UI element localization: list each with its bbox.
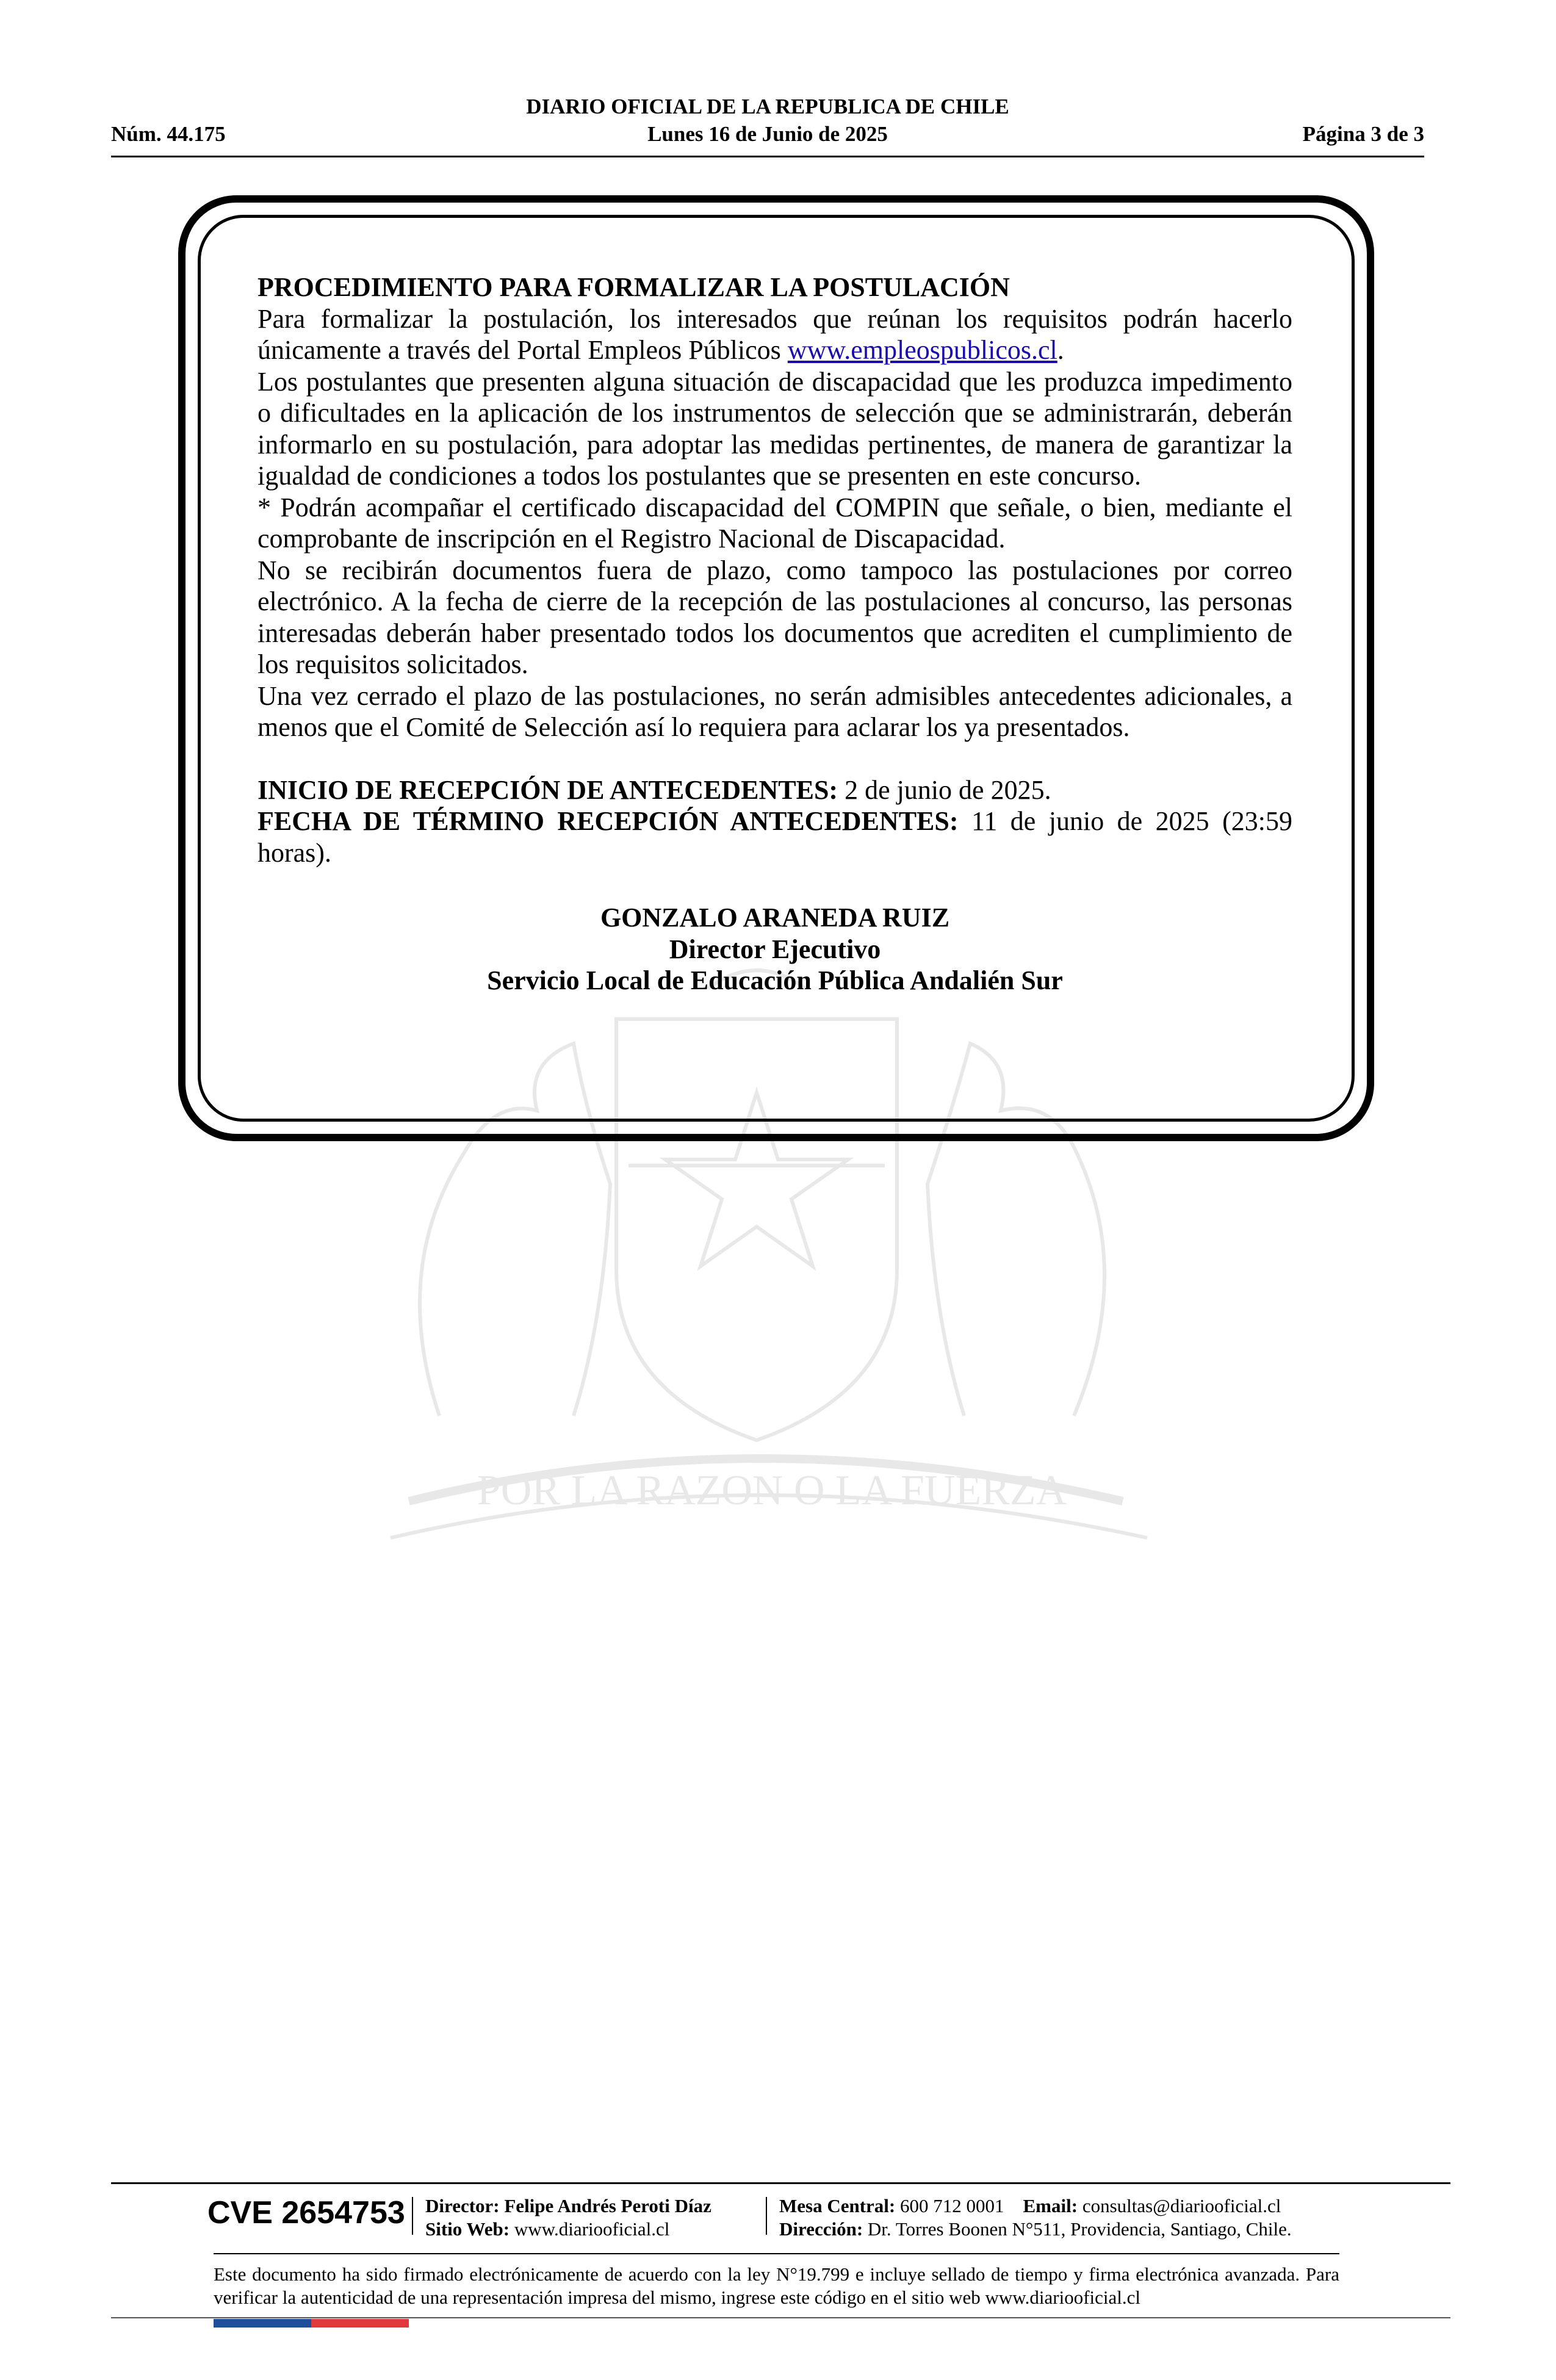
section-heading: PROCEDIMIENTO PARA FORMALIZAR LA POSTULACIÓN — [258, 272, 1010, 302]
gazette-title: DIARIO OFICIAL DE LA REPUBLICA DE CHILE — [526, 95, 1009, 118]
phone-value: 600 712 0001 — [900, 2195, 1004, 2216]
website-value[interactable]: www.diariooficial.cl — [514, 2218, 670, 2240]
empleos-publicos-link[interactable]: www.empleospublicos.cl — [787, 335, 1057, 365]
signature-block — [258, 902, 1292, 997]
page-header — [111, 95, 1424, 156]
flag-stripe-red — [311, 2319, 409, 2328]
footer-separator — [766, 2197, 767, 2235]
email-value[interactable]: consultas@diariooficial.cl — [1082, 2195, 1281, 2216]
watermark-motto: POR LA RAZON O LA FUERZA — [477, 1467, 1067, 1514]
footer-bottom-divider — [111, 2317, 1450, 2318]
paragraph-application — [258, 303, 1292, 366]
phone-label: Mesa Central: — [779, 2195, 896, 2216]
start-date-label: INICIO DE RECEPCIÓN DE ANTECEDENTES: — [258, 774, 838, 805]
footer-contact — [779, 2194, 1281, 2218]
legal-notice: Este documento ha sido firmado electrónicamente de acuerdo con la ley N°19.799 e incluye sellado de tiempo y firma electrónica avanzada. Para verificar la autenticidad de una representación impresa del mismo, ingrese este código en el sitio web www.diariooficial.cl — [214, 2263, 1339, 2308]
address-value: Dr. Torres Boonen N°511, Providencia, Santiago, Chile. — [867, 2218, 1292, 2240]
footer-director — [425, 2194, 711, 2218]
paragraph-application-end: . — [1057, 335, 1064, 365]
paragraph-compin: * Podrán acompañar el certificado discapacidad del COMPIN que señale, o bien, mediante el comprobante de inscripción en el Registro Nacional de Discapacidad. — [258, 492, 1292, 554]
cve-code: CVE 2654753 — [207, 2195, 405, 2230]
footer-address — [779, 2218, 1292, 2241]
spacer — [258, 743, 1292, 774]
end-date-value: 11 de junio de 2025 (23:59 horas). — [258, 806, 1292, 868]
email-label: Email: — [1023, 2195, 1078, 2216]
paragraph-disability: Los postulantes que presenten alguna situación de discapacidad que les produzca impedimento o dificultades en la aplicación de los instrumentos de selección que se administrarán, deberán informarlo en su postulación, para adoptar las medidas pertinentes, de manera de garantizar la igualdad de condiciones a todos los postulantes que se presenten en este concurso. — [258, 366, 1292, 491]
issue-date: Lunes 16 de Junio de 2025 — [647, 122, 888, 146]
paragraph-closing: Una vez cerrado el plazo de las postulaciones, no serán admisibles antecedentes adicionales, a menos que el Comité de Selección así lo requiera para aclarar los ya presentados. — [258, 680, 1292, 742]
flag-stripe-blue — [214, 2319, 311, 2328]
page-number: Página 3 de 3 — [1302, 122, 1424, 146]
director-label: Director: — [425, 2195, 500, 2216]
footer-divider — [111, 2182, 1450, 2184]
director-value: Felipe Andrés Peroti Díaz — [504, 2195, 711, 2216]
signer-title: Director Ejecutivo — [669, 934, 881, 964]
end-date-label: FECHA DE TÉRMINO RECEPCIÓN ANTECEDENTES: — [258, 806, 959, 836]
paragraph-application-text: Para formalizar la postulación, los interesados que reúnan los requisitos podrán hacerlo únicamente a través del Portal Empleos Públicos — [258, 303, 1292, 365]
footer-website — [425, 2218, 669, 2241]
paragraph-deadline-rules: No se recibirán documentos fuera de plazo, como tampoco las postulaciones por correo electrónico. A la fecha de cierre de la recepción de las postulaciones al concurso, las personas interesadas deberán haber presentado todos los documentos que acrediten el cumplimiento de los requisitos solicitados. — [258, 555, 1292, 679]
signer-organization: Servicio Local de Educación Pública Andalién Sur — [487, 965, 1063, 995]
end-date — [258, 806, 1292, 868]
signer-name: GONZALO ARANEDA RUIZ — [600, 903, 950, 932]
start-date-value: 2 de junio de 2025. — [838, 774, 1051, 805]
address-label: Dirección: — [779, 2218, 863, 2240]
footer-separator — [412, 2197, 413, 2235]
issue-number: Núm. 44.175 — [111, 122, 226, 146]
notice-body — [258, 272, 1292, 997]
website-label: Sitio Web: — [425, 2218, 510, 2240]
start-date — [258, 774, 1292, 806]
footer-inner-divider — [214, 2253, 1339, 2254]
header-divider — [111, 156, 1424, 157]
